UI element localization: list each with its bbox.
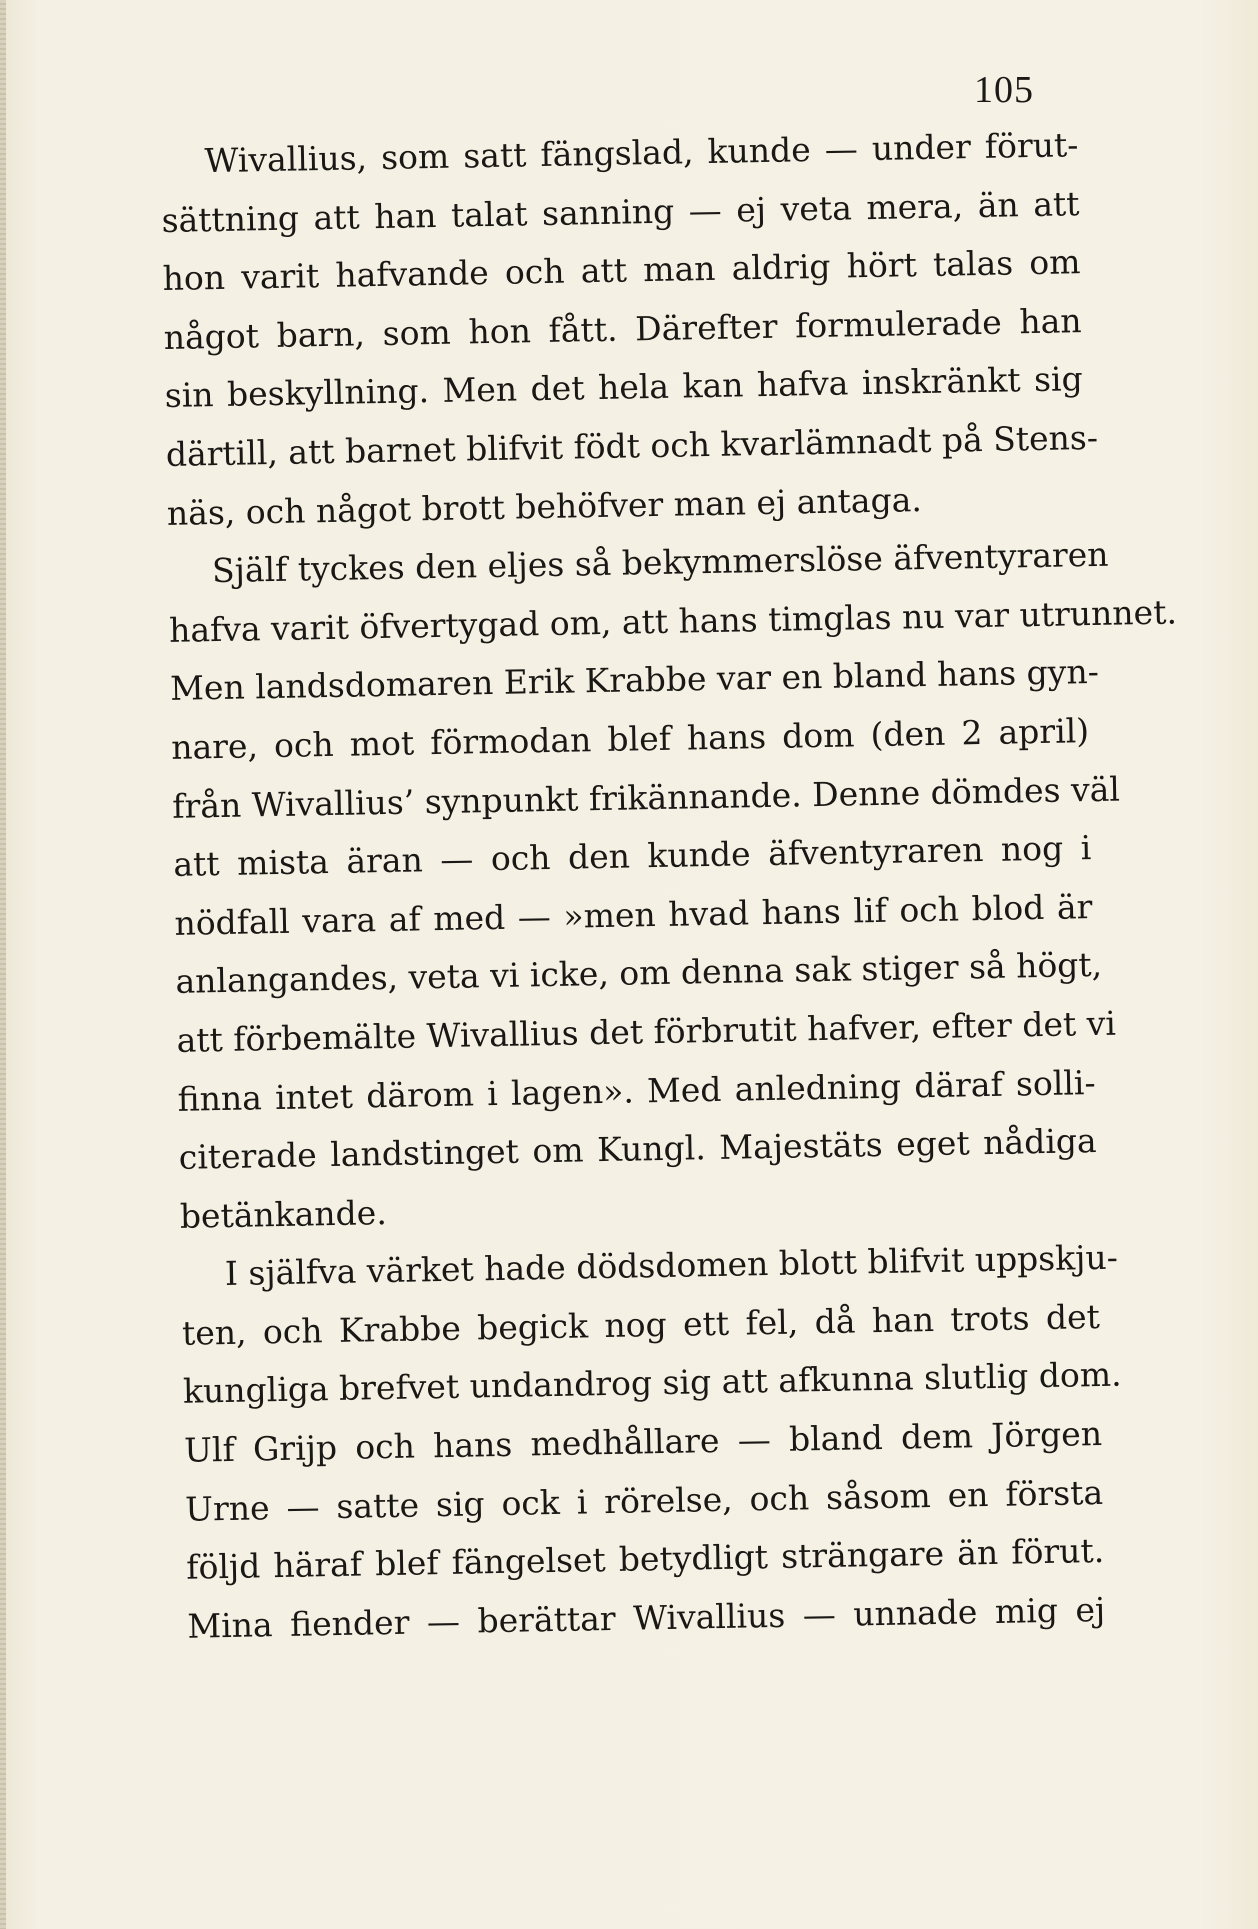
text-line: sin beskyllning. Men det hela kan hafva inskränkt sig [164, 359, 1084, 416]
text-line: näs, och något brott behöfver man ej antaga. [166, 479, 923, 533]
text-line: Men landsdomaren Erik Krabbe var en bland hans gyn- [169, 652, 1100, 709]
text-line: att förbemälte Wivallius det förbrutit hafver, efter det vi [176, 1003, 1117, 1060]
text-line: Urne — satte sig ock i rörelse, och såsom en första [184, 1472, 1104, 1529]
text-line: Wivallius, som satt fängslad, kunde — under förut- [204, 125, 1079, 181]
text-line: något barn, som hon fått. Därefter formulerade han [163, 300, 1082, 357]
text-line: Ulf Grijp och hans medhållare — bland dem Jörgen [183, 1414, 1103, 1470]
text-line: finna intet därom i lagen». Med anledning däraf solli- [177, 1062, 1096, 1119]
text-line: hon varit hafvande och att man aldrig hört talas om [162, 242, 1081, 299]
text-line: kungliga brefvet undandrog sig att afkunna slutlig dom. [182, 1355, 1122, 1412]
page-gutter-edge [0, 0, 6, 1929]
text-line: anlangandes, veta vi icke, om denna sak stiger så högt, [175, 945, 1103, 1002]
text-line: sättning att han talat sanning — ej veta mera, än att [161, 183, 1080, 240]
text-line: nödfall vara af med — »men hvad hans lif och blod är [174, 886, 1093, 943]
body-text [160, 116, 1178, 1656]
text-line: hafva varit öfvertygad om, att hans timglas nu var utrunnet. [168, 592, 1178, 650]
text-line: följd häraf blef fängelset betydligt strängare än förut. [185, 1531, 1105, 1588]
text-line: betänkande. [179, 1192, 388, 1236]
text-line: Mina fiender — berättar Wivallius — unnade mig ej [187, 1589, 1106, 1646]
text-line: nare, och mot förmodan blef hans dom (den 2 april) [170, 711, 1090, 767]
text-line: att mista äran — och den kunde äfventyraren nog i [173, 828, 1092, 884]
text-line: från Wivallius’ synpunkt frikännande. Denne dömdes väl [171, 769, 1121, 826]
text-line: Själf tyckes den eljes så bekymmerslöse äfventyraren [211, 534, 1109, 591]
page-number: 105 [974, 69, 1034, 111]
text-line: I själfva värket hade dödsdomen blott blifvit uppskju- [224, 1237, 1119, 1294]
text-line: citerade landstinget om Kungl. Majestäts eget nådiga [178, 1121, 1097, 1177]
text-line: ten, och Krabbe begick nog ett fel, då han trots det [181, 1296, 1101, 1353]
text-line: därtill, att barnet blifvit födt och kvarlämnadt på Stens- [165, 417, 1099, 474]
